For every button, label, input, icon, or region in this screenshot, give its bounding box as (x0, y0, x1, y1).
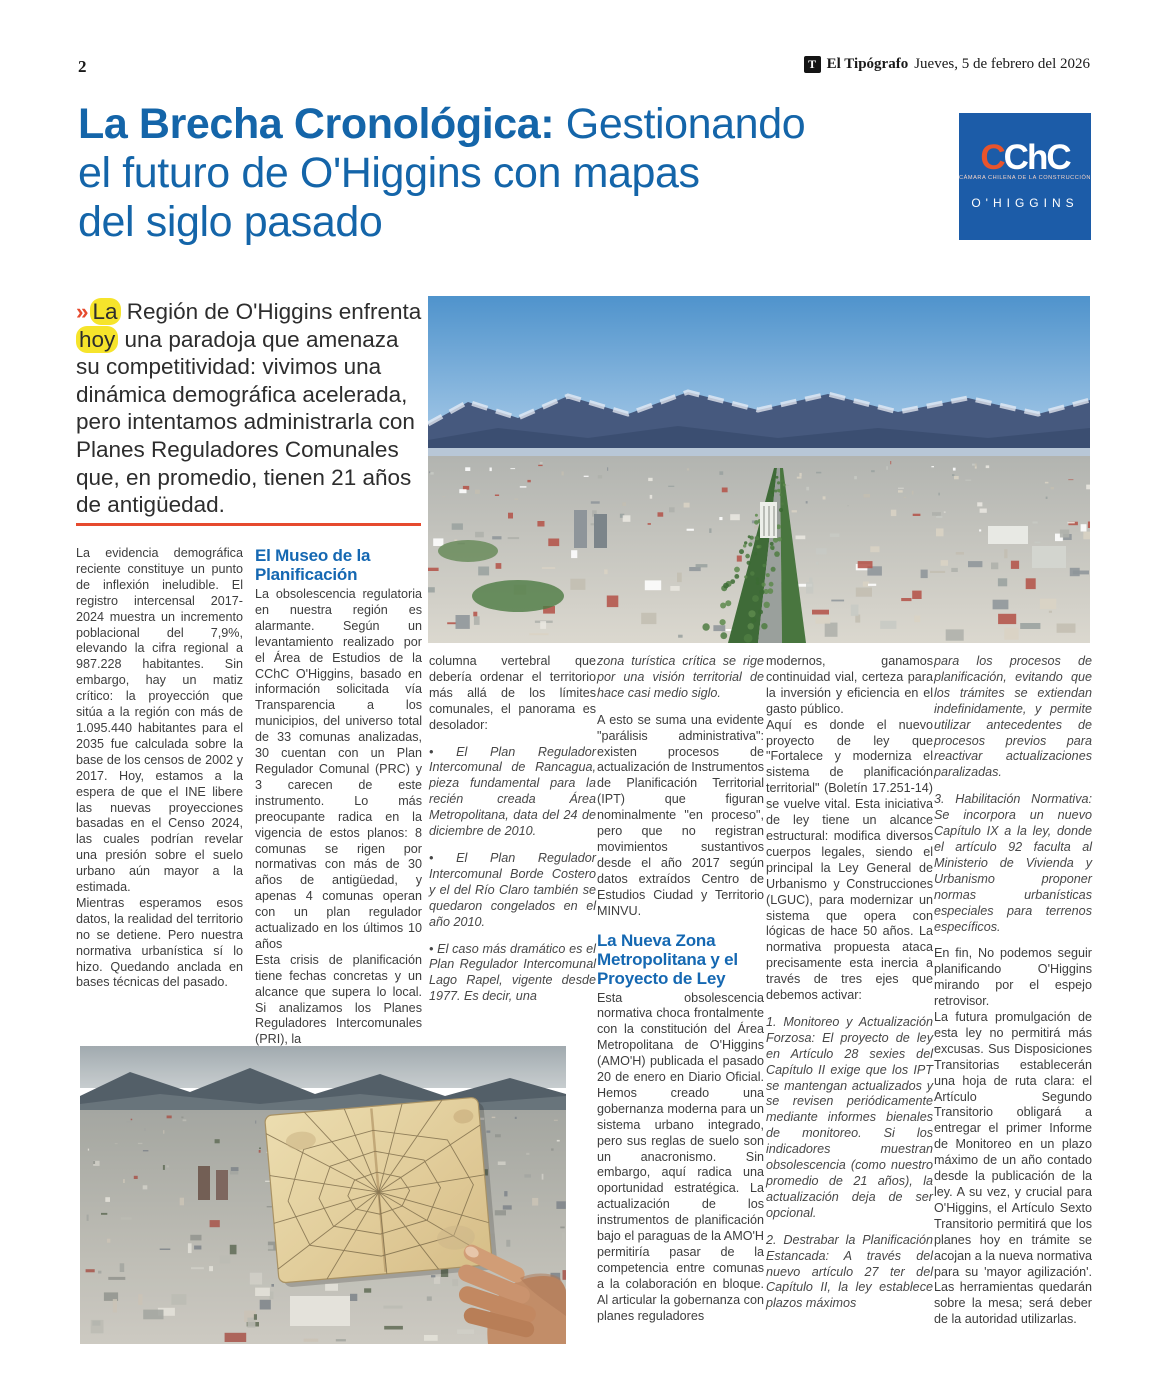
masthead-logo-icon: T (804, 56, 821, 73)
cchc-logo-subtitle: CÁMARA CHILENA DE LA CONSTRUCCIÓN (959, 175, 1091, 181)
masthead (804, 56, 1090, 73)
article-column-4 (597, 654, 764, 1325)
photo-old-map-hand (80, 1040, 566, 1344)
column-heading: La Nueva Zona Metropolitana y el Proyecto de Ley (597, 930, 738, 988)
headline-bold: La Brecha Cronológica: (78, 100, 555, 148)
headline-line: del siglo pasado (78, 198, 383, 246)
column-paragraph: La evidencia demográfica reciente constituye un punto de inflexión ineludible. El registro intercensal 2017-2024 muestra un incremento poblacional del 7,9%, elevando la cifra regional a 987.228 habitantes. Sin embargo, hay un matiz crítico: la proyección que sitúa a la región con más de 1.095.440 habitantes para el 2035 fue calculada sobre la base de los censos de 2002 y 2017. Hoy, estamos a la espera de que el INE libere las nuevas proyecciones basadas en el Censo 2024, las cuales podrían revelar una presión sobre el suelo urbano aún mayor a la estimada. (76, 546, 243, 895)
highlighted-word: La (90, 298, 121, 325)
column-paragraph: 2. Destrabar la Planificación Estancada: A través del nuevo artículo 27 ter del Capítulo II, la ley establece plazos máximos (766, 1232, 933, 1311)
column-paragraph: Esta obsolescencia normativa choca frontalmente con la constitución del Área Metropolitana de O'Higgins (AMO'H) publicada el pasado 20 de enero en Diario Oficial. Hemos creado una gobernanza moderna para un sistema urbano integrado, pero sus reglas de suelo son un anacronismo. Sin embargo, aquí radica una oportunidad estratégica. La actualización de los instrumentos de planificación bajo el paraguas de la AMO'H permitiría pasar de la competencia entre comunas a la colaboración en bloque. Al articular la gobernanza con planes reguladores (597, 990, 764, 1323)
column-paragraph: Esta crisis de planificación tiene fechas concretas y un alcance que supera lo local. Si analizamos los Planes Reguladores Intercomunales (PRI), la (255, 952, 422, 1047)
column-paragraph: columna vertebral que debería ordenar el territorio más allá de los límites comunales, el panorama es desolador: (429, 654, 596, 732)
column-paragraph: • El Plan Regulador Intercomunal de Rancagua, pieza fundamental para la recién creada Área Metropolitana, data del 24 de diciembre de 2010. (429, 744, 596, 839)
column-paragraph: zona turística crítica se rige por una visión territorial de hace casi medio siglo. (597, 654, 764, 700)
masthead-date: Jueves, 5 de febrero del 2026 (914, 56, 1090, 72)
cchc-logo-card (959, 113, 1091, 240)
cchc-logo-region: O'HIGGINS (971, 196, 1079, 210)
article-column-1 (76, 546, 243, 991)
article-headline (78, 100, 878, 247)
column-paragraph: La futura promulgación de esta ley no permitirá más excusas. Sus Disposiciones Transitorias establecerán una hoja de ruta clara: el Artículo Segundo Transitorio obligará a entregar el primer Informe de Monitoreo en un plazo máximo de un año contado desde la publicación de la ley. A su vez, y crucial para O'Higgins, el Artículo Sexto Transitorio permitirá que los planes hoy en trámite se acojan a la nueva normativa para su 'mayor agilización'. Las herramientas quedarán sobre la mesa; será deber de la autoridad utilizarlas. (934, 1010, 1092, 1327)
column-paragraph: • El caso más dramático es el Plan Regulador Intercomunal Lago Rapel, vigente desde 1977. Es decir, una (429, 941, 596, 1004)
column-paragraph: • El Plan Regulador Intercomunal Borde Costero y el del Río Claro también se quedaron congelados en el año 2010. (429, 850, 596, 929)
column-paragraph: En fin, No podemos seguir planificando O'Higgins mirando por el espejo retrovisor. (934, 946, 1092, 1009)
article-column-6 (934, 654, 1092, 1328)
column-heading: El Museo de la Planificación (255, 546, 371, 584)
column-paragraph: Mientras esperamos esos datos, la realidad del territorio no se detiene. Pero nuestra normativa urbanística sí lo hizo. Quedando anclada en bases técnicas del pasado. (76, 895, 243, 990)
page-number: 2 (78, 57, 87, 76)
column-paragraph: modernos, ganamos continuidad vial, certeza para la inversión y eficiencia en el gasto público. (766, 654, 933, 716)
headline-line: Gestionando (554, 100, 806, 148)
column-paragraph: Aquí es donde el nuevo proyecto de ley que "Fortalece y moderniza el sistema de planificación territorial" (Boletín 17.251-14) se vuelve vital. Esta iniciativa de ley tiene un alcance estructural: modifica diversos cuerpos legales, siendo el principal la Ley General de Urbanismo y Construcciones (LGUC), para modernizar un sistema que opera con lógicas de hace 50 años. La normativa propuesta ataca precisamente esta inercia a través de tres ejes que debemos activar: (766, 717, 933, 1003)
cchc-logo-mark: CChC (980, 138, 1070, 177)
lead-quote-marker: » (76, 299, 89, 324)
article-column-2 (255, 546, 422, 1048)
column-paragraph: 3. Habilitación Normativa: Se incorpora un nuevo Capítulo IX a la ley, donde el artículo 92 faculta al Ministerio de Vivienda y Urbanismo proponer normas urbanísticas especiales para terrenos específicos. (934, 792, 1092, 934)
lead-paragraph (76, 298, 426, 519)
photo-aerial-city (428, 296, 1090, 643)
aerial-city-illustration (428, 296, 1090, 643)
old-map-over-city-illustration (80, 1046, 566, 1344)
column-paragraph: 1. Monitoreo y Actualización Forzosa: El proyecto de ley en Artículo 28 sexies del Capítulo II exige que los IPT se mantengan actualizados y se revisen periódicamente mediante informes bienales de monitoreo. Si los indicadores muestran obsolescencia (como nuestro promedio de 21 años), la actualización deja de ser opcional. (766, 1014, 933, 1220)
lead-text: una paradoja que amenaza su competitividad: vivimos una dinámica demográfica acelerada, pero intentamos administrarla con Planes Reguladores Comunales que, en promedio, tienen 21 años de antigüedad. (76, 326, 415, 518)
headline-line: el futuro de O'Higgins con mapas (78, 149, 700, 197)
highlighted-word: hoy (76, 326, 118, 353)
article-column-5 (766, 654, 933, 1312)
lead-text: Región de O'Higgins enfrenta (120, 299, 422, 324)
masthead-title: El Tipógrafo (826, 56, 909, 72)
column-paragraph: para los procesos de planificación, evitando que los trámites se extiendan indefinidamente, y permite utilizar antecedentes de procesos previos para reactivar actualizaciones paralizadas. (934, 654, 1092, 780)
column-paragraph: A esto se suma una evidente "parálisis administrativa": existen procesos de actualización de Instrumentos de Planificación Territorial (IPT) que figuran nominalmente "en proceso", pero que no registran movimientos sustantivos desde el año 2017 según datos extraídos Centro de Estudios Ciudad y Territorio MINVU. (597, 712, 764, 918)
column-paragraph: La obsolescencia regulatoria en nuestra región es alarmante. Según un levantamiento realizado por el Área de Estudios de la CChC O'Higgins, basado en información solicitada vía Transparencia a los municipios, del universo total de 33 comunas analizadas, 30 cuentan con un Plan Regulador Comunal (PRC) y 3 carecen de este instrumento. Lo más preocupante radica en la vigencia de estos planos: 8 comunas se rigen por normativas con más de 30 años de antigüedad, y apenas 4 comunas operan con un plan regulador actualizado en los últimos 10 años (255, 587, 422, 951)
red-divider (76, 523, 421, 526)
article-column-3 (429, 654, 596, 1005)
